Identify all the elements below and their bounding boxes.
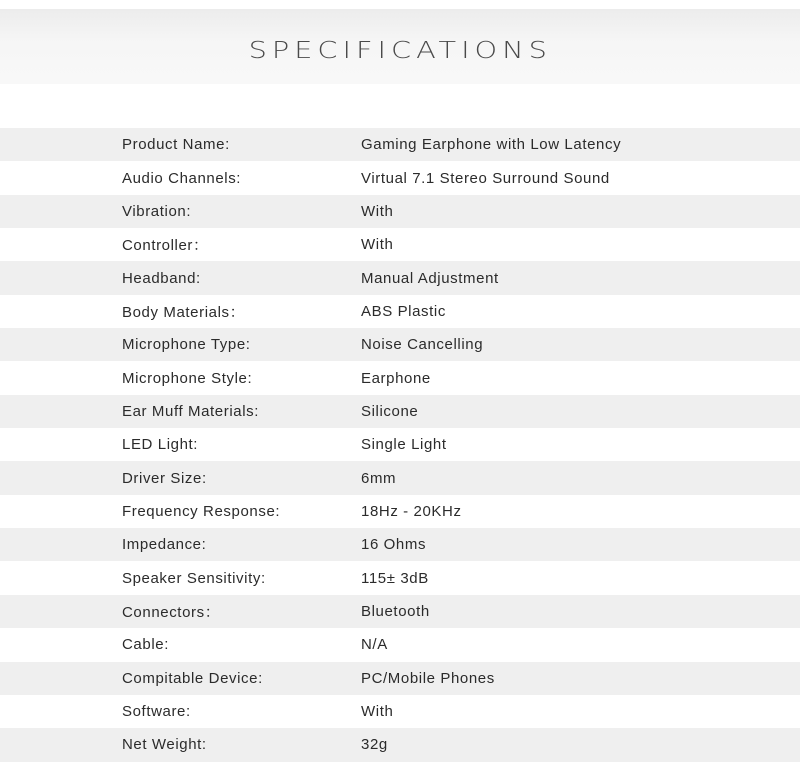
spec-row-speaker-sensitivity — [0, 561, 800, 594]
spec-label: Driver Size: — [122, 469, 207, 487]
specifications-header — [0, 9, 800, 84]
spec-value: Virtual 7.1 Stereo Surround Sound — [361, 169, 610, 187]
spec-label: Microphone Style: — [122, 369, 253, 387]
specifications-table — [0, 128, 800, 762]
spec-row-compatible-device — [0, 662, 800, 695]
spec-label: Net Weight: — [122, 736, 207, 754]
spec-value: Bluetooth — [361, 602, 430, 620]
spec-value: 6mm — [361, 469, 397, 487]
spec-row-frequency-response — [0, 495, 800, 528]
spec-row-audio-channels — [0, 161, 800, 194]
spec-row-net-weight — [0, 728, 800, 761]
spec-value: N/A — [361, 636, 388, 654]
spec-row-microphone-type — [0, 328, 800, 361]
spec-label: Cable: — [122, 636, 169, 654]
spec-value: 32g — [361, 736, 388, 754]
spec-label: Software: — [122, 703, 191, 721]
spec-value: Gaming Earphone with Low Latency — [361, 136, 622, 154]
spec-label: Speaker Sensitivity: — [122, 569, 266, 587]
spec-value: With — [361, 202, 394, 220]
spec-value: Single Light — [361, 436, 447, 454]
spec-row-vibration — [0, 195, 800, 228]
spec-row-product-name — [0, 128, 800, 161]
spec-label: Headband: — [122, 269, 201, 287]
spec-label: Body Materials： — [122, 303, 246, 321]
spec-label: LED Light: — [122, 436, 199, 454]
spec-value: Manual Adjustment — [361, 269, 499, 287]
spec-row-connectors — [0, 595, 800, 628]
spec-row-headband — [0, 261, 800, 294]
spec-row-cable — [0, 628, 800, 661]
spec-value: ABS Plastic — [361, 302, 446, 320]
spec-label: Ear Muff Materials: — [122, 402, 259, 420]
spec-value: PC/Mobile Phones — [361, 669, 495, 687]
page-title: SPECIFICATIONS — [248, 37, 552, 64]
spec-value: Noise Cancelling — [361, 336, 484, 354]
spec-row-controller — [0, 228, 800, 261]
spec-label: Microphone Type: — [122, 336, 251, 354]
spec-row-body-materials — [0, 295, 800, 328]
spec-label: Frequency Response: — [122, 502, 281, 520]
spec-row-impedance — [0, 528, 800, 561]
spec-row-led-light — [0, 428, 800, 461]
spec-value: Earphone — [361, 369, 431, 387]
spec-row-software — [0, 695, 800, 728]
spec-label: Controller： — [122, 237, 209, 255]
spec-label: Impedance: — [122, 536, 207, 554]
spec-value: With — [361, 236, 394, 254]
spec-row-ear-muff-materials — [0, 395, 800, 428]
spec-label: Vibration: — [122, 202, 192, 220]
spec-value: 115± 3dB — [361, 569, 429, 587]
spec-label: Connectors： — [122, 603, 221, 621]
spec-label: Product Name: — [122, 136, 230, 154]
spec-value: 16 Ohms — [361, 536, 427, 554]
spec-row-microphone-style — [0, 361, 800, 394]
spec-value: With — [361, 703, 394, 721]
spec-row-driver-size — [0, 461, 800, 494]
spec-value: 18Hz - 20KHz — [361, 502, 462, 520]
spec-label: Compitable Device: — [122, 669, 263, 687]
spec-value: Silicone — [361, 402, 419, 420]
spec-label: Audio Channels: — [122, 169, 242, 187]
